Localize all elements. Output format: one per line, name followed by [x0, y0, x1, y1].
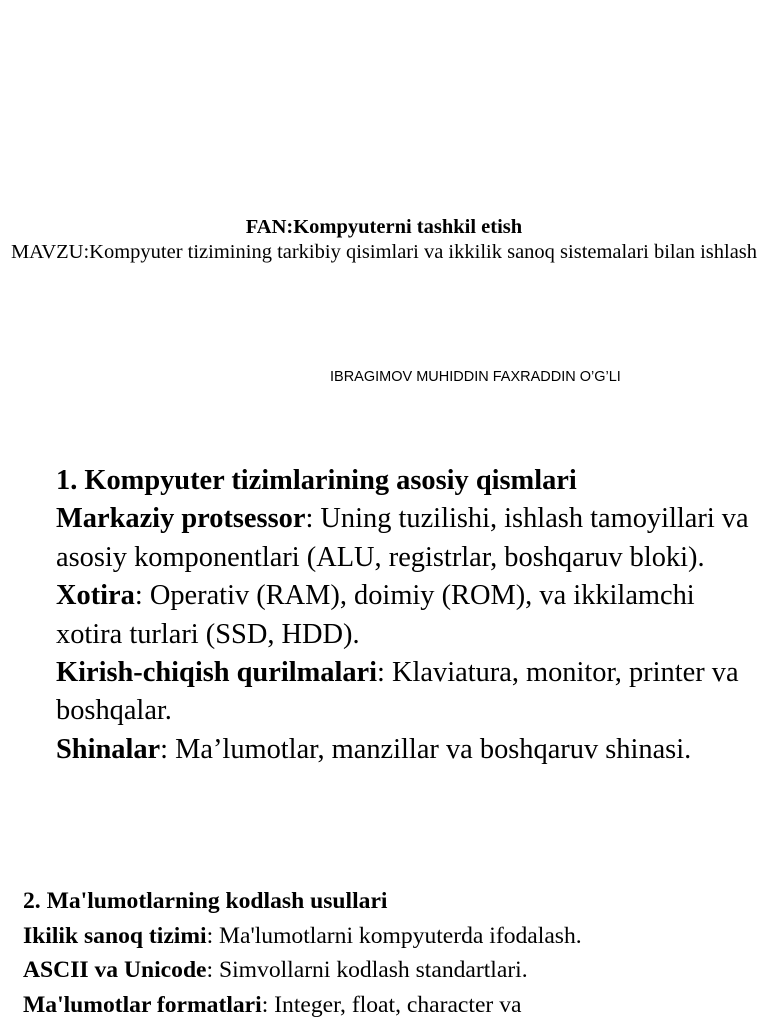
list-item — [23, 953, 763, 988]
subject-title: FAN:Kompyuterni tashkil etish — [245, 216, 523, 238]
item-description: : Ma’lumotlar, manzillar va boshqaruv shinasi. — [160, 733, 692, 765]
item-term: Ikilik sanoq tizimi — [23, 922, 207, 949]
item-term: Kirish-chiqish qurilmalari — [56, 657, 378, 689]
item-term: Xotira — [56, 580, 135, 612]
section-data-encoding — [23, 884, 763, 1023]
title-block — [0, 215, 768, 265]
item-description: : Ma'lumotlarni kompyuterda ifodalash. — [206, 922, 582, 949]
item-description: : Simvollarni kodlash standartlari. — [206, 957, 528, 984]
list-item — [56, 654, 756, 731]
list-item — [56, 577, 756, 654]
item-term: Shinalar — [56, 733, 161, 765]
item-term: Markaziy protsessor — [56, 503, 306, 535]
list-item — [23, 919, 763, 954]
item-description: : Klaviatura, monitor, printer va boshqalar. — [56, 657, 739, 727]
author-name: IBRAGIMOV MUHIDDIN FAXRADDIN O’G’LI — [330, 369, 621, 385]
section-heading: 1. Kompyuter tizimlarining asosiy qismlari — [56, 465, 577, 496]
item-term: Ma'lumotlar formatlari — [23, 992, 262, 1019]
list-item — [56, 731, 756, 769]
item-description: : Operativ (RAM), doimiy (ROM), va ikkilamchi xotira turlari (SSD, HDD). — [56, 580, 695, 650]
item-description: : Integer, float, character va — [261, 992, 522, 1019]
list-item — [23, 988, 763, 1023]
topic-title: MAVZU:Kompyuter tizimining tarkibiy qisimlari va ikkilik sanoq sistemalari bilan ishlash — [10, 241, 758, 263]
item-term: ASCII va Unicode — [23, 957, 207, 984]
section-heading: 2. Ma'lumotlarning kodlash usullari — [23, 888, 388, 914]
item-description: : Uning tuzilishi, ishlash tamoyillari va asosiy komponentlari (ALU, registrlar, boshqaruv bloki). — [56, 503, 749, 573]
list-item — [56, 500, 756, 577]
section-computer-parts — [56, 462, 756, 769]
